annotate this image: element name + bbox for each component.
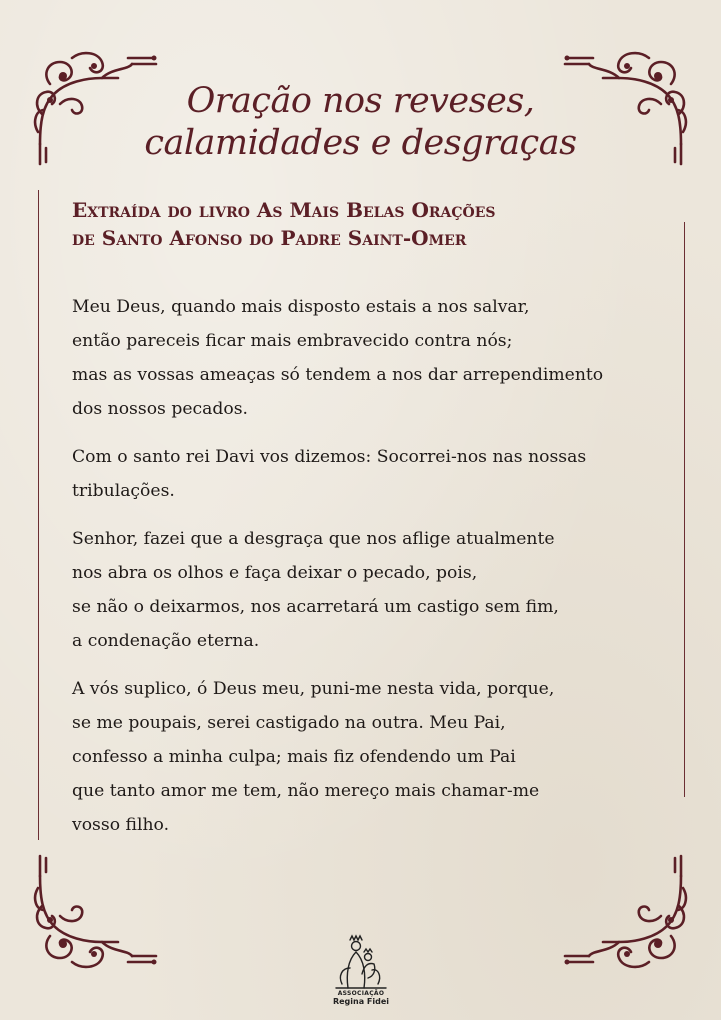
paragraph xyxy=(72,290,672,426)
text-line: nos abra os olhos e faça deixar o pecado, pois, xyxy=(72,563,478,583)
subtitle-line-1: Extraída do livro As Mais Belas Orações xyxy=(72,198,496,222)
text-line: a condenação eterna. xyxy=(72,631,260,651)
text-line: A vós suplico, ó Deus meu, puni-me nesta vida, porque, xyxy=(72,679,555,699)
text-line: vosso filho. xyxy=(72,815,170,835)
right-rule xyxy=(684,222,685,797)
text-line: se não o deixarmos, nos acarretará um castigo sem fim, xyxy=(72,597,559,617)
association-logo xyxy=(328,934,394,1014)
text-line: então pareceis ficar mais embravecido contra nós; xyxy=(72,331,513,351)
text-line: se me poupais, serei castigado na outra. Meu Pai, xyxy=(72,713,506,733)
paragraph xyxy=(72,440,672,508)
text-line: mas as vossas ameaças só tendem a nos dar arrependimento xyxy=(72,365,604,385)
flourish-icon xyxy=(539,846,689,976)
paragraph xyxy=(72,522,672,658)
text-line: Meu Deus, quando mais disposto estais a nos salvar, xyxy=(72,297,530,317)
left-rule xyxy=(38,190,39,840)
corner-ornament-bottom-left xyxy=(32,846,182,976)
text-line: Com o santo rei Davi vos dizemos: Socorrei-nos nas nossas xyxy=(72,447,587,467)
flourish-icon xyxy=(32,846,182,976)
text-line: tribulações. xyxy=(72,481,175,501)
title-line-2: calamidades e desgraças xyxy=(144,123,577,163)
text-line: confesso a minha culpa; mais fiz ofendendo um Pai xyxy=(72,747,516,767)
prayer-body xyxy=(72,290,672,856)
virgin-and-child-crowned-icon xyxy=(328,934,394,990)
paragraph xyxy=(72,672,672,842)
title-line-1: Oração nos reveses, xyxy=(186,81,535,121)
logo-text-name: Regina Fidei xyxy=(332,997,390,1006)
subtitle-line-2: de Santo Afonso do Padre Saint-Omer xyxy=(72,226,467,250)
text-line: Senhor, fazei que a desgraça que nos aflige atualmente xyxy=(72,529,555,549)
text-line: dos nossos pecados. xyxy=(72,399,249,419)
logo-text-association: ASSOCIAÇÃO xyxy=(337,990,385,997)
corner-ornament-bottom-right xyxy=(539,846,689,976)
page-title xyxy=(0,80,721,164)
source-subtitle xyxy=(72,196,672,252)
text-line: que tanto amor me tem, não mereço mais chamar-me xyxy=(72,781,540,801)
